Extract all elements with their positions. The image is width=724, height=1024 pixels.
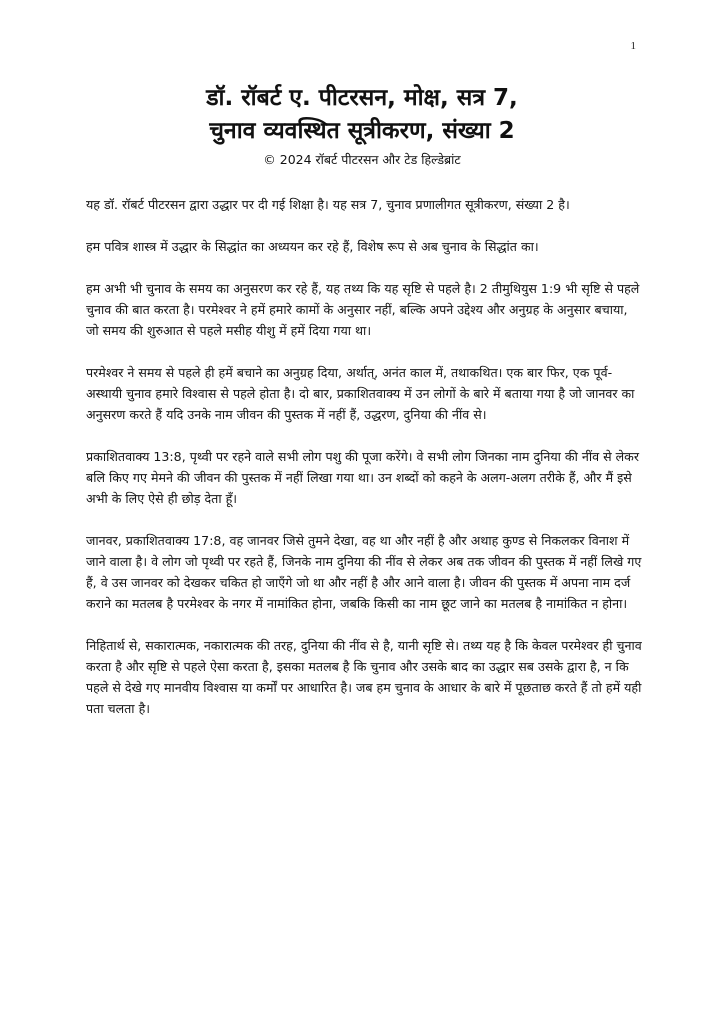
page-title-line-1: डॉ. रॉबर्ट ए. पीटरसन, मोक्ष, सत्र 7, [206, 85, 518, 111]
page-title-line-2: चुनाव व्यवस्थित सूत्रीकरण, संख्या 2 [209, 118, 515, 144]
paragraph-5: प्रकाशितवाक्य 13:8, पृथ्वी पर रहने वाले सभी लोग पशु की पूजा करेंगे। वे सभी लोग जिनका नाम दुनिया की नींव से लेकर बलि किए गए मेमने की जीवन की पुस्तक में नहीं लिखा गया था। उन शब्दों को कहने के अलग-अलग तरीके हैं, और मैं इसे अभी के लिए ऐसे ही छोड़ देता हूँ। [86, 449, 639, 506]
page-number: 1 [630, 40, 636, 52]
paragraph-6: जानवर, प्रकाशितवाक्य 17:8, वह जानवर जिसे तुमने देखा, वह था और नहीं है और अथाह कुण्ड से निकलकर विनाश में जाने वाला है। वे लोग जो पृथ्वी पर रहते हैं, जिनके नाम दुनिया की नींव से लेकर अब तक जीवन की पुस्तक में नहीं लिखे गए हैं, वे उस जानवर को देखकर चकित हो जाएँगे जो था और नहीं है और आने वाला है। जीवन की पुस्तक में अपना नाम दर्ज कराने का मतलब है परमेश्वर के नगर में नामांकित होना, जबकि किसी का नाम छूट जाने का मतलब है नामांकित न होना। [86, 533, 642, 611]
paragraph-1: यह डॉ. रॉबर्ट पीटरसन द्वारा उद्धार पर दी गई शिक्षा है। यह सत्र 7, चुनाव प्रणालीगत सूत्रीकरण, संख्या 2 है। [86, 197, 570, 212]
paragraph-3: हम अभी भी चुनाव के समय का अनुसरण कर रहे हैं, यह तथ्य कि यह सृष्टि से पहले है। 2 तीमुथियुस 1:9 भी सृष्टि से पहले चुनाव की बात करता है। परमेश्वर ने हमें हमारे कामों के अनुसार नहीं, बल्कि अपने उद्देश्य और अनुग्रह के अनुसार बचाया, जो समय की शुरुआत से पहले मसीह यीशु में हमें दिया गया था। [86, 281, 640, 338]
title-block [60, 82, 664, 170]
document-body [86, 194, 644, 740]
paragraph-4: परमेश्वर ने समय से पहले ही हमें बचाने का अनुग्रह दिया, अर्थात्, अनंत काल में, तथाकथित। एक बार फिर, एक पूर्व-अस्थायी चुनाव हमारे विश्वास से पहले होता है। दो बार, प्रकाशितवाक्य में उन लोगों के बारे में बताया गया है जो जानवर का अनुसरण करते हैं यदि उनके नाम जीवन की पुस्तक में नहीं हैं, उद्धरण, दुनिया की नींव से। [86, 365, 635, 422]
paragraph-7: निहितार्थ से, सकारात्मक, नकारात्मक की तरह, दुनिया की नींव से है, यानी सृष्टि से। तथ्य यह है कि केवल परमेश्वर ही चुनाव करता है और सृष्टि से पहले ऐसा करता है, इसका मतलब है कि चुनाव और उसके बाद का उद्धार सब उसके द्वारा है, न कि पहले से देखे गए मानवीय विश्वास या कर्मों पर आधारित है। जब हम चुनाव के आधार के बारे में पूछताछ करते हैं तो हमें यही पता चलता है। [86, 638, 642, 716]
copyright-notice: © 2024 रॉबर्ट पीटरसन और टेड हिल्डेब्रांट [263, 152, 461, 167]
paragraph-2: हम पवित्र शास्त्र में उद्धार के सिद्धांत का अध्ययन कर रहे हैं, विशेष रूप से अब चुनाव के सिद्धांत का। [86, 239, 539, 254]
